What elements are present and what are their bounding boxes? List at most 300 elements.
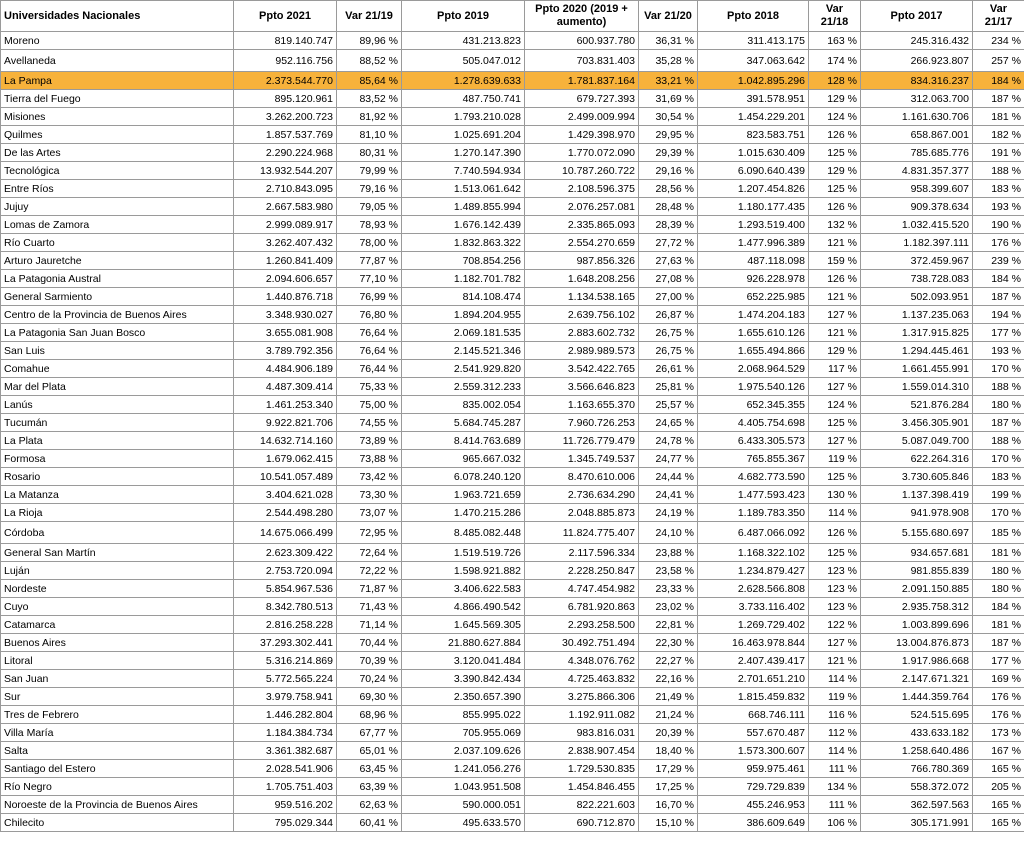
cell-ppto-2019: 705.955.069 (402, 724, 525, 742)
cell-var-21-18: 121 % (809, 288, 861, 306)
cell-ppto-2017: 4.831.357.377 (861, 162, 973, 180)
cell-universidad: Villa María (1, 724, 234, 742)
cell-ppto-2018: 765.855.367 (698, 450, 809, 468)
cell-var-21-19: 76,64 % (337, 324, 402, 342)
cell-var-21-20: 21,24 % (639, 706, 698, 724)
table-row (1, 234, 1024, 252)
cell-ppto-2021: 1.461.253.340 (234, 396, 337, 414)
cell-ppto-2019: 1.645.569.305 (402, 616, 525, 634)
cell-ppto-2018: 959.975.461 (698, 760, 809, 778)
header-ppto-2019: Ppto 2019 (402, 1, 525, 32)
cell-ppto-2018: 1.269.729.402 (698, 616, 809, 634)
cell-var-21-19: 68,96 % (337, 706, 402, 724)
cell-ppto-2020: 1.345.749.537 (525, 450, 639, 468)
table-row (1, 270, 1024, 288)
cell-ppto-2021: 2.667.583.980 (234, 198, 337, 216)
cell-ppto-2018: 1.234.879.427 (698, 562, 809, 580)
cell-ppto-2021: 1.260.841.409 (234, 252, 337, 270)
cell-var-21-20: 26,87 % (639, 306, 698, 324)
cell-var-21-17: 176 % (973, 234, 1024, 252)
cell-universidad: Río Cuarto (1, 234, 234, 252)
table-row (1, 306, 1024, 324)
cell-ppto-2021: 8.342.780.513 (234, 598, 337, 616)
cell-universidad: Formosa (1, 450, 234, 468)
cell-ppto-2017: 1.444.359.764 (861, 688, 973, 706)
cell-ppto-2017: 1.137.398.419 (861, 486, 973, 504)
cell-var-21-17: 199 % (973, 486, 1024, 504)
cell-var-21-17: 187 % (973, 90, 1024, 108)
cell-var-21-19: 83,52 % (337, 90, 402, 108)
cell-ppto-2018: 1.815.459.832 (698, 688, 809, 706)
cell-var-21-18: 125 % (809, 414, 861, 432)
cell-ppto-2019: 1.598.921.882 (402, 562, 525, 580)
table-row (1, 198, 1024, 216)
cell-var-21-19: 76,99 % (337, 288, 402, 306)
cell-ppto-2017: 433.633.182 (861, 724, 973, 742)
cell-var-21-19: 88,52 % (337, 50, 402, 72)
cell-var-21-18: 106 % (809, 814, 861, 832)
cell-var-21-19: 75,00 % (337, 396, 402, 414)
cell-ppto-2019: 2.037.109.626 (402, 742, 525, 760)
cell-var-21-17: 187 % (973, 414, 1024, 432)
table-row (1, 760, 1024, 778)
cell-var-21-18: 129 % (809, 90, 861, 108)
cell-ppto-2021: 1.857.537.769 (234, 126, 337, 144)
cell-ppto-2019: 1.241.056.276 (402, 760, 525, 778)
cell-var-21-18: 125 % (809, 544, 861, 562)
cell-var-21-19: 79,05 % (337, 198, 402, 216)
cell-ppto-2019: 2.145.521.346 (402, 342, 525, 360)
cell-var-21-17: 181 % (973, 108, 1024, 126)
cell-var-21-17: 184 % (973, 598, 1024, 616)
cell-var-21-20: 31,69 % (639, 90, 698, 108)
cell-ppto-2020: 7.960.726.253 (525, 414, 639, 432)
cell-var-21-18: 129 % (809, 342, 861, 360)
cell-ppto-2020: 1.192.911.082 (525, 706, 639, 724)
cell-var-21-19: 62,63 % (337, 796, 402, 814)
cell-ppto-2021: 3.361.382.687 (234, 742, 337, 760)
cell-ppto-2017: 934.657.681 (861, 544, 973, 562)
cell-ppto-2018: 1.573.300.607 (698, 742, 809, 760)
cell-var-21-18: 122 % (809, 616, 861, 634)
cell-ppto-2019: 2.350.657.390 (402, 688, 525, 706)
cell-ppto-2021: 3.262.200.723 (234, 108, 337, 126)
cell-universidad: Moreno (1, 32, 234, 50)
cell-ppto-2020: 987.856.326 (525, 252, 639, 270)
cell-ppto-2017: 622.264.316 (861, 450, 973, 468)
cell-ppto-2021: 819.140.747 (234, 32, 337, 50)
cell-var-21-19: 76,64 % (337, 342, 402, 360)
table-row (1, 778, 1024, 796)
cell-ppto-2019: 3.120.041.484 (402, 652, 525, 670)
cell-ppto-2018: 347.063.642 (698, 50, 809, 72)
cell-ppto-2018: 668.746.111 (698, 706, 809, 724)
cell-var-21-18: 129 % (809, 162, 861, 180)
cell-universidad: Comahue (1, 360, 234, 378)
cell-var-21-19: 70,44 % (337, 634, 402, 652)
cell-ppto-2018: 1.655.610.126 (698, 324, 809, 342)
cell-ppto-2017: 305.171.991 (861, 814, 973, 832)
cell-ppto-2020: 2.293.258.500 (525, 616, 639, 634)
cell-var-21-19: 72,95 % (337, 522, 402, 544)
cell-ppto-2021: 2.544.498.280 (234, 504, 337, 522)
header-row (1, 1, 1024, 32)
cell-var-21-20: 24,44 % (639, 468, 698, 486)
cell-ppto-2020: 8.470.610.006 (525, 468, 639, 486)
cell-ppto-2020: 2.639.756.102 (525, 306, 639, 324)
cell-var-21-17: 176 % (973, 688, 1024, 706)
cell-ppto-2018: 1.454.229.201 (698, 108, 809, 126)
cell-ppto-2019: 1.489.855.994 (402, 198, 525, 216)
cell-var-21-18: 121 % (809, 324, 861, 342)
cell-ppto-2018: 1.474.204.183 (698, 306, 809, 324)
table-row (1, 162, 1024, 180)
cell-ppto-2021: 2.710.843.095 (234, 180, 337, 198)
cell-var-21-19: 77,87 % (337, 252, 402, 270)
cell-var-21-17: 181 % (973, 544, 1024, 562)
cell-var-21-17: 234 % (973, 32, 1024, 50)
cell-var-21-19: 71,87 % (337, 580, 402, 598)
cell-ppto-2017: 3.730.605.846 (861, 468, 973, 486)
cell-var-21-20: 33,21 % (639, 72, 698, 90)
cell-ppto-2020: 4.348.076.762 (525, 652, 639, 670)
header-ppto-2020: Ppto 2020 (2019 + aumento) (525, 1, 639, 32)
cell-ppto-2017: 1.661.455.991 (861, 360, 973, 378)
cell-ppto-2021: 3.655.081.908 (234, 324, 337, 342)
cell-ppto-2020: 11.824.775.407 (525, 522, 639, 544)
cell-ppto-2017: 2.147.671.321 (861, 670, 973, 688)
table-row (1, 324, 1024, 342)
cell-ppto-2020: 600.937.780 (525, 32, 639, 50)
cell-ppto-2021: 3.789.792.356 (234, 342, 337, 360)
cell-ppto-2017: 785.685.776 (861, 144, 973, 162)
cell-ppto-2019: 1.793.210.028 (402, 108, 525, 126)
cell-var-21-20: 29,16 % (639, 162, 698, 180)
table-row (1, 180, 1024, 198)
cell-ppto-2018: 1.042.895.296 (698, 72, 809, 90)
cell-universidad: Lomas de Zamora (1, 216, 234, 234)
cell-ppto-2020: 2.048.885.873 (525, 504, 639, 522)
header-ppto-2017: Ppto 2017 (861, 1, 973, 32)
table-row (1, 742, 1024, 760)
cell-var-21-18: 134 % (809, 778, 861, 796)
cell-var-21-17: 183 % (973, 468, 1024, 486)
cell-var-21-18: 117 % (809, 360, 861, 378)
cell-universidad: San Juan (1, 670, 234, 688)
cell-ppto-2020: 2.499.009.994 (525, 108, 639, 126)
cell-var-21-19: 70,24 % (337, 670, 402, 688)
cell-universidad: Tierra del Fuego (1, 90, 234, 108)
cell-var-21-17: 188 % (973, 378, 1024, 396)
cell-ppto-2018: 1.477.593.423 (698, 486, 809, 504)
cell-ppto-2018: 1.015.630.409 (698, 144, 809, 162)
cell-ppto-2020: 2.883.602.732 (525, 324, 639, 342)
cell-ppto-2020: 6.781.920.863 (525, 598, 639, 616)
cell-var-21-20: 28,48 % (639, 198, 698, 216)
cell-var-21-18: 128 % (809, 72, 861, 90)
cell-var-21-17: 184 % (973, 270, 1024, 288)
cell-ppto-2019: 1.513.061.642 (402, 180, 525, 198)
cell-ppto-2018: 386.609.649 (698, 814, 809, 832)
cell-ppto-2020: 11.726.779.479 (525, 432, 639, 450)
cell-var-21-19: 73,42 % (337, 468, 402, 486)
cell-ppto-2018: 1.655.494.866 (698, 342, 809, 360)
header-var-21-17: Var 21/17 (973, 1, 1024, 32)
cell-universidad: Entre Ríos (1, 180, 234, 198)
cell-var-21-19: 71,43 % (337, 598, 402, 616)
cell-var-21-17: 173 % (973, 724, 1024, 742)
cell-var-21-19: 72,64 % (337, 544, 402, 562)
cell-ppto-2020: 822.221.603 (525, 796, 639, 814)
cell-universidad: Arturo Jauretche (1, 252, 234, 270)
cell-var-21-17: 180 % (973, 562, 1024, 580)
cell-ppto-2019: 1.676.142.439 (402, 216, 525, 234)
cell-ppto-2017: 524.515.695 (861, 706, 973, 724)
cell-var-21-19: 76,44 % (337, 360, 402, 378)
cell-var-21-17: 170 % (973, 450, 1024, 468)
cell-ppto-2018: 1.975.540.126 (698, 378, 809, 396)
cell-ppto-2017: 5.087.049.700 (861, 432, 973, 450)
cell-ppto-2019: 1.025.691.204 (402, 126, 525, 144)
cell-var-21-20: 23,88 % (639, 544, 698, 562)
cell-ppto-2019: 505.047.012 (402, 50, 525, 72)
cell-ppto-2019: 495.633.570 (402, 814, 525, 832)
cell-ppto-2017: 1.294.445.461 (861, 342, 973, 360)
cell-universidad: Sur (1, 688, 234, 706)
table-row (1, 814, 1024, 832)
cell-ppto-2020: 30.492.751.494 (525, 634, 639, 652)
cell-var-21-19: 70,39 % (337, 652, 402, 670)
cell-var-21-17: 191 % (973, 144, 1024, 162)
cell-var-21-19: 73,30 % (337, 486, 402, 504)
cell-ppto-2018: 1.180.177.435 (698, 198, 809, 216)
cell-ppto-2019: 3.406.622.583 (402, 580, 525, 598)
cell-ppto-2021: 2.623.309.422 (234, 544, 337, 562)
cell-var-21-17: 182 % (973, 126, 1024, 144)
cell-var-21-17: 187 % (973, 634, 1024, 652)
cell-universidad: Centro de la Provincia de Buenos Aires (1, 306, 234, 324)
cell-ppto-2017: 2.091.150.885 (861, 580, 973, 598)
cell-var-21-19: 67,77 % (337, 724, 402, 742)
cell-var-21-20: 24,19 % (639, 504, 698, 522)
cell-var-21-18: 125 % (809, 180, 861, 198)
cell-ppto-2019: 1.043.951.508 (402, 778, 525, 796)
table-row (1, 90, 1024, 108)
cell-universidad: Río Negro (1, 778, 234, 796)
cell-ppto-2017: 1.182.397.111 (861, 234, 973, 252)
cell-var-21-17: 169 % (973, 670, 1024, 688)
cell-ppto-2020: 2.117.596.334 (525, 544, 639, 562)
cell-ppto-2019: 8.485.082.448 (402, 522, 525, 544)
cell-var-21-17: 180 % (973, 396, 1024, 414)
cell-var-21-20: 16,70 % (639, 796, 698, 814)
header-var-21-18: Var 21/18 (809, 1, 861, 32)
cell-ppto-2019: 965.667.032 (402, 450, 525, 468)
cell-ppto-2019: 4.866.490.542 (402, 598, 525, 616)
cell-ppto-2020: 2.076.257.081 (525, 198, 639, 216)
cell-var-21-19: 74,55 % (337, 414, 402, 432)
table-row (1, 634, 1024, 652)
cell-ppto-2019: 1.278.639.633 (402, 72, 525, 90)
cell-var-21-18: 159 % (809, 252, 861, 270)
cell-var-21-20: 26,75 % (639, 342, 698, 360)
cell-universidad: General San Martín (1, 544, 234, 562)
cell-var-21-18: 127 % (809, 306, 861, 324)
cell-universidad: Salta (1, 742, 234, 760)
cell-ppto-2020: 1.648.208.256 (525, 270, 639, 288)
cell-var-21-20: 22,81 % (639, 616, 698, 634)
cell-universidad: Santiago del Estero (1, 760, 234, 778)
cell-var-21-18: 124 % (809, 396, 861, 414)
cell-var-21-18: 123 % (809, 580, 861, 598)
table-row (1, 580, 1024, 598)
header-ppto-2021: Ppto 2021 (234, 1, 337, 32)
cell-var-21-19: 77,10 % (337, 270, 402, 288)
cell-var-21-19: 79,16 % (337, 180, 402, 198)
table-row (1, 706, 1024, 724)
cell-ppto-2019: 6.078.240.120 (402, 468, 525, 486)
cell-ppto-2019: 1.832.863.322 (402, 234, 525, 252)
cell-ppto-2019: 8.414.763.689 (402, 432, 525, 450)
cell-var-21-18: 132 % (809, 216, 861, 234)
cell-ppto-2018: 6.433.305.573 (698, 432, 809, 450)
cell-var-21-18: 125 % (809, 468, 861, 486)
cell-ppto-2020: 1.429.398.970 (525, 126, 639, 144)
cell-var-21-20: 22,16 % (639, 670, 698, 688)
cell-var-21-20: 23,02 % (639, 598, 698, 616)
table-row (1, 796, 1024, 814)
table-row (1, 288, 1024, 306)
cell-var-21-20: 17,25 % (639, 778, 698, 796)
cell-ppto-2019: 1.470.215.286 (402, 504, 525, 522)
cell-var-21-17: 170 % (973, 360, 1024, 378)
cell-var-21-17: 205 % (973, 778, 1024, 796)
cell-ppto-2020: 983.816.031 (525, 724, 639, 742)
cell-ppto-2021: 895.120.961 (234, 90, 337, 108)
cell-ppto-2021: 5.316.214.869 (234, 652, 337, 670)
cell-universidad: Quilmes (1, 126, 234, 144)
cell-var-21-17: 165 % (973, 814, 1024, 832)
cell-ppto-2018: 6.487.066.092 (698, 522, 809, 544)
cell-universidad: La Pampa (1, 72, 234, 90)
cell-universidad: Chilecito (1, 814, 234, 832)
cell-var-21-18: 114 % (809, 504, 861, 522)
cell-var-21-20: 28,56 % (639, 180, 698, 198)
cell-ppto-2019: 21.880.627.884 (402, 634, 525, 652)
cell-ppto-2017: 558.372.072 (861, 778, 973, 796)
cell-ppto-2018: 1.477.996.389 (698, 234, 809, 252)
cell-ppto-2018: 652.225.985 (698, 288, 809, 306)
cell-var-21-18: 114 % (809, 670, 861, 688)
cell-ppto-2018: 16.463.978.844 (698, 634, 809, 652)
table-row (1, 378, 1024, 396)
cell-var-21-18: 127 % (809, 378, 861, 396)
cell-ppto-2020: 3.542.422.765 (525, 360, 639, 378)
cell-ppto-2018: 2.628.566.808 (698, 580, 809, 598)
cell-var-21-18: 126 % (809, 198, 861, 216)
cell-ppto-2017: 958.399.607 (861, 180, 973, 198)
table-row (1, 216, 1024, 234)
cell-var-21-19: 71,14 % (337, 616, 402, 634)
cell-ppto-2019: 835.002.054 (402, 396, 525, 414)
cell-ppto-2018: 557.670.487 (698, 724, 809, 742)
cell-universidad: Buenos Aires (1, 634, 234, 652)
cell-ppto-2017: 1.559.014.310 (861, 378, 973, 396)
cell-var-21-20: 26,61 % (639, 360, 698, 378)
table-row (1, 126, 1024, 144)
cell-ppto-2019: 855.995.022 (402, 706, 525, 724)
cell-ppto-2017: 245.316.432 (861, 32, 973, 50)
cell-var-21-18: 126 % (809, 270, 861, 288)
cell-var-21-18: 126 % (809, 126, 861, 144)
cell-var-21-17: 177 % (973, 652, 1024, 670)
cell-var-21-18: 126 % (809, 522, 861, 544)
cell-universidad: Litoral (1, 652, 234, 670)
cell-ppto-2018: 926.228.978 (698, 270, 809, 288)
cell-ppto-2019: 431.213.823 (402, 32, 525, 50)
cell-ppto-2021: 959.516.202 (234, 796, 337, 814)
cell-universidad: La Rioja (1, 504, 234, 522)
cell-var-21-17: 185 % (973, 522, 1024, 544)
cell-ppto-2017: 1.317.915.825 (861, 324, 973, 342)
cell-var-21-17: 193 % (973, 342, 1024, 360)
cell-ppto-2018: 652.345.355 (698, 396, 809, 414)
cell-var-21-19: 65,01 % (337, 742, 402, 760)
cell-var-21-17: 177 % (973, 324, 1024, 342)
cell-var-21-19: 69,30 % (337, 688, 402, 706)
cell-ppto-2021: 1.705.751.403 (234, 778, 337, 796)
cell-ppto-2020: 2.335.865.093 (525, 216, 639, 234)
cell-ppto-2017: 1.137.235.063 (861, 306, 973, 324)
cell-ppto-2017: 372.459.967 (861, 252, 973, 270)
cell-ppto-2017: 941.978.908 (861, 504, 973, 522)
cell-var-21-18: 127 % (809, 634, 861, 652)
cell-var-21-20: 17,29 % (639, 760, 698, 778)
cell-ppto-2018: 3.733.116.402 (698, 598, 809, 616)
cell-ppto-2019: 1.519.519.726 (402, 544, 525, 562)
cell-ppto-2021: 1.679.062.415 (234, 450, 337, 468)
table-row (1, 724, 1024, 742)
cell-ppto-2019: 2.559.312.233 (402, 378, 525, 396)
cell-var-21-19: 80,31 % (337, 144, 402, 162)
cell-ppto-2021: 2.373.544.770 (234, 72, 337, 90)
cell-ppto-2021: 952.116.756 (234, 50, 337, 72)
cell-var-21-18: 116 % (809, 706, 861, 724)
table-row (1, 544, 1024, 562)
cell-ppto-2018: 1.189.783.350 (698, 504, 809, 522)
cell-universidad: La Patagonia San Juan Bosco (1, 324, 234, 342)
cell-universidad: La Plata (1, 432, 234, 450)
cell-universidad: Misiones (1, 108, 234, 126)
table-row (1, 144, 1024, 162)
cell-universidad: Rosario (1, 468, 234, 486)
cell-ppto-2017: 312.063.700 (861, 90, 973, 108)
cell-universidad: Tucumán (1, 414, 234, 432)
cell-ppto-2021: 795.029.344 (234, 814, 337, 832)
cell-var-21-20: 27,72 % (639, 234, 698, 252)
cell-var-21-18: 119 % (809, 450, 861, 468)
cell-universidad: Jujuy (1, 198, 234, 216)
cell-var-21-17: 183 % (973, 180, 1024, 198)
cell-universidad: General Sarmiento (1, 288, 234, 306)
cell-universidad: San Luis (1, 342, 234, 360)
cell-var-21-19: 79,99 % (337, 162, 402, 180)
table-body (1, 32, 1024, 832)
cell-var-21-18: 114 % (809, 742, 861, 760)
cell-ppto-2017: 834.316.237 (861, 72, 973, 90)
cell-universidad: Mar del Plata (1, 378, 234, 396)
cell-ppto-2018: 6.090.640.439 (698, 162, 809, 180)
